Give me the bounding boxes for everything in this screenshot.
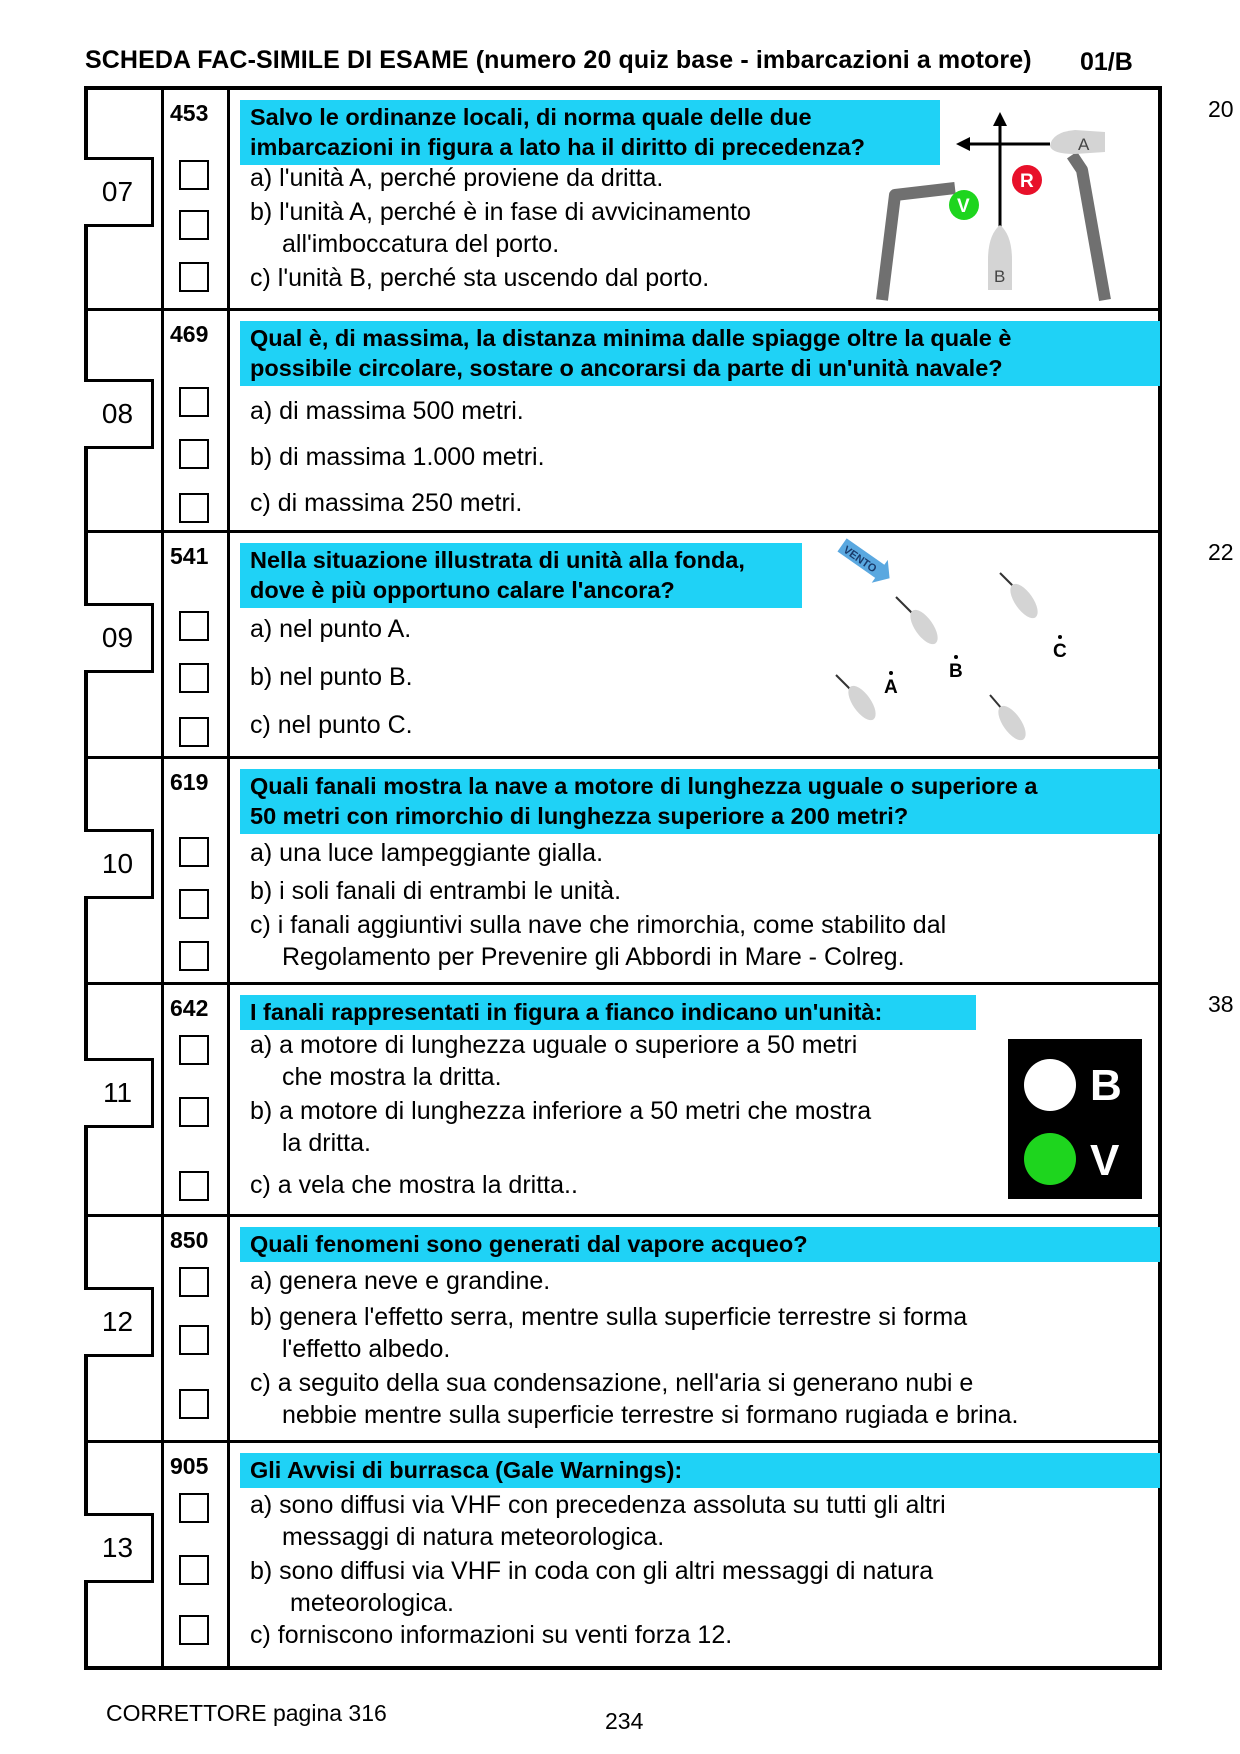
answer-checkbox-a[interactable] [179,837,209,867]
answer-checkbox-c[interactable] [179,493,209,523]
question-id: 642 [170,995,209,1021]
question-number: 13 [84,1513,154,1583]
point-b-dot [954,655,958,659]
checkbox-column [164,533,230,756]
number-column [88,759,164,982]
figure-number: 20 [1208,96,1234,122]
sheet-code: 01/B [1080,48,1133,76]
question-id: 619 [170,769,209,795]
port-pier-left [882,188,955,300]
question-id: 905 [170,1453,209,1479]
question-text: Salvo le ordinanze locali, di norma quale delle due imbarcazioni in figura a lato ha il diritto di precedenza? [240,100,940,165]
question-number: 12 [84,1287,154,1357]
answer-a: a) di massima 500 metri. [250,397,524,425]
question-id: 453 [170,100,209,126]
answer-checkbox-c[interactable] [179,941,209,971]
answer-checkbox-c[interactable] [179,1171,209,1201]
answer-checkbox-b[interactable] [179,210,209,240]
question-content [230,311,1158,530]
answer-checkbox-a[interactable] [179,1493,209,1523]
question-number: 11 [84,1058,154,1128]
checkbox-column [164,311,230,530]
point-c-label: C [1053,641,1067,662]
answer-c: c) i fanali aggiuntivi sulla nave che rimorchia, come stabilito dal Regolamento per Prevenire gli Abbordi in Mare - Colreg. [250,911,947,971]
answer-checkbox-c[interactable] [179,717,209,747]
boat-a-label: A [1078,135,1090,154]
answer-b: b) di massima 1.000 metri. [250,443,545,471]
question-id: 850 [170,1227,209,1253]
point-a-dot [889,671,893,675]
answer-checkbox-b[interactable] [179,889,209,919]
white-light-icon [1024,1059,1076,1111]
answer-a: a) a motore di lunghezza uguale o superiore a 50 metri che mostra la dritta. [250,1031,858,1091]
anchor-chain [1000,573,1014,587]
figure-number: 22 [1208,539,1234,565]
question-row-09 [88,530,1234,756]
number-column [88,90,164,308]
point-b-label: B [949,661,963,682]
question-row-11 [88,982,1234,1214]
question-row-07 [88,90,1234,308]
answer-checkbox-c[interactable] [179,262,209,292]
answer-checkbox-a[interactable] [179,1035,209,1065]
question-number: 08 [84,379,154,449]
answer-a: a) l'unità A, perché proviene da dritta. [250,164,664,192]
question-row-12 [88,1214,1158,1440]
point-c-dot [1058,635,1062,639]
checkbox-column [164,1443,230,1666]
question-text: Quali fanali mostra la nave a motore di lunghezza uguale o superiore a 50 metri con rimorchio di lunghezza superiore a 200 metri? [240,769,1160,834]
question-row-10 [88,756,1158,982]
anchored-boat-icon [1005,579,1043,622]
question-text: Gli Avvisi di burrasca (Gale Warnings): [240,1453,1160,1488]
number-column [88,1217,164,1440]
question-text: Nella situazione illustrata di unità alla fonda, dove è più opportuno calare l'ancora? [240,543,802,608]
navigation-lights-figure [1008,1039,1142,1199]
question-number: 07 [84,157,154,227]
answer-checkbox-a[interactable] [179,387,209,417]
wind-arrow-icon [834,537,898,590]
question-number: 09 [84,603,154,673]
answer-b: b) l'unità A, perché è in fase di avvicinamento all'imboccatura del porto. [250,198,751,258]
answer-c: c) a vela che mostra la dritta.. [250,1171,578,1199]
page-title: SCHEDA FAC-SIMILE DI ESAME (numero 20 quiz base - imbarcazioni a motore) [85,46,1032,74]
answer-a: a) sono diffusi via VHF con precedenza assoluta su tutti gli altri messaggi di natura meteorologica. [250,1491,946,1551]
question-text: I fanali rappresentati in figura a fianco indicano un'unità: [240,995,976,1030]
question-number: 10 [84,829,154,899]
number-column [88,1443,164,1666]
answer-checkbox-b[interactable] [179,1097,209,1127]
lights-background [1008,1039,1142,1199]
green-light-label: V [1090,1136,1120,1185]
number-column [88,985,164,1214]
answer-checkbox-b[interactable] [179,1325,209,1355]
answer-c: c) l'unità B, perché sta uscendo dal porto. [250,264,710,292]
number-column [88,311,164,530]
answer-c: c) di massima 250 metri. [250,489,523,517]
answer-b: b) a motore di lunghezza inferiore a 50 metri che mostra la dritta. [250,1097,872,1157]
arrow-head-up [993,112,1007,126]
answer-b: b) i soli fanali di entrambi le unità. [250,877,622,905]
answer-checkbox-a[interactable] [179,611,209,641]
red-light-label: R [1020,171,1034,192]
answer-checkbox-b[interactable] [179,439,209,469]
answer-b: b) nel punto B. [250,663,413,691]
anchorage-figure [820,537,1120,757]
port-entrance-figure [860,110,1120,305]
answer-a: a) una luce lampeggiante gialla. [250,839,604,867]
question-content [230,759,1158,982]
arrow-head-left [956,137,970,151]
question-content [230,1443,1158,1666]
white-light-label: B [1090,1061,1122,1110]
answer-c: c) forniscono informazioni su venti forza 12. [250,1621,733,1649]
checkbox-column [164,1217,230,1440]
answer-a: a) nel punto A. [250,615,412,643]
page-number: 234 [605,1708,644,1734]
question-content [230,90,1234,308]
port-pier-right [1072,155,1105,300]
quiz-sheet [84,86,1234,1670]
wind-label: VENTO [840,543,879,576]
answer-c: c) a seguito della sua condensazione, nell'aria si generano nubi e nebbie mentre sulla superficie terrestre si formano rugiada e brina. [250,1369,1019,1429]
answer-checkbox-b[interactable] [179,663,209,693]
green-light-icon [1024,1133,1076,1185]
question-content [230,1217,1158,1440]
question-content [230,985,1234,1214]
figure-number: 38 [1208,991,1234,1017]
answer-checkbox-a[interactable] [179,160,209,190]
answer-a: a) genera neve e grandine. [250,1267,551,1295]
anchor-chain [896,597,912,613]
footer-corrector-ref: CORRETTORE pagina 316 [106,1700,387,1726]
question-text: Qual è, di massima, la distanza minima dalle spiagge oltre la quale è possibile circolare, sostare o ancorarsi da parte di un'unità navale? [240,321,1160,386]
question-id: 541 [170,543,209,569]
answer-checkbox-c[interactable] [179,1615,209,1645]
question-content [230,533,1234,756]
checkbox-column [164,985,230,1214]
number-column [88,533,164,756]
checkbox-column [164,90,230,308]
answer-b: b) sono diffusi via VHF in coda con gli altri messaggi di natura meteorologica. [250,1557,934,1617]
question-text: Quali fenomeni sono generati dal vapore acqueo? [240,1227,1160,1262]
boat-b-label: B [994,267,1006,286]
answer-checkbox-b[interactable] [179,1555,209,1585]
checkbox-column [164,759,230,982]
answer-checkbox-c[interactable] [179,1389,209,1419]
point-a-label: A [884,677,898,698]
answer-b: b) genera l'effetto serra, mentre sulla superficie terrestre si forma l'effetto albedo. [250,1303,968,1363]
answer-c: c) nel punto C. [250,711,413,739]
question-row-13 [88,1440,1158,1666]
anchor-chain [836,675,850,689]
question-id: 469 [170,321,209,347]
question-row-08 [88,308,1158,530]
anchored-boat-icon [993,701,1031,744]
answer-checkbox-a[interactable] [179,1267,209,1297]
green-light-label: V [957,196,970,217]
